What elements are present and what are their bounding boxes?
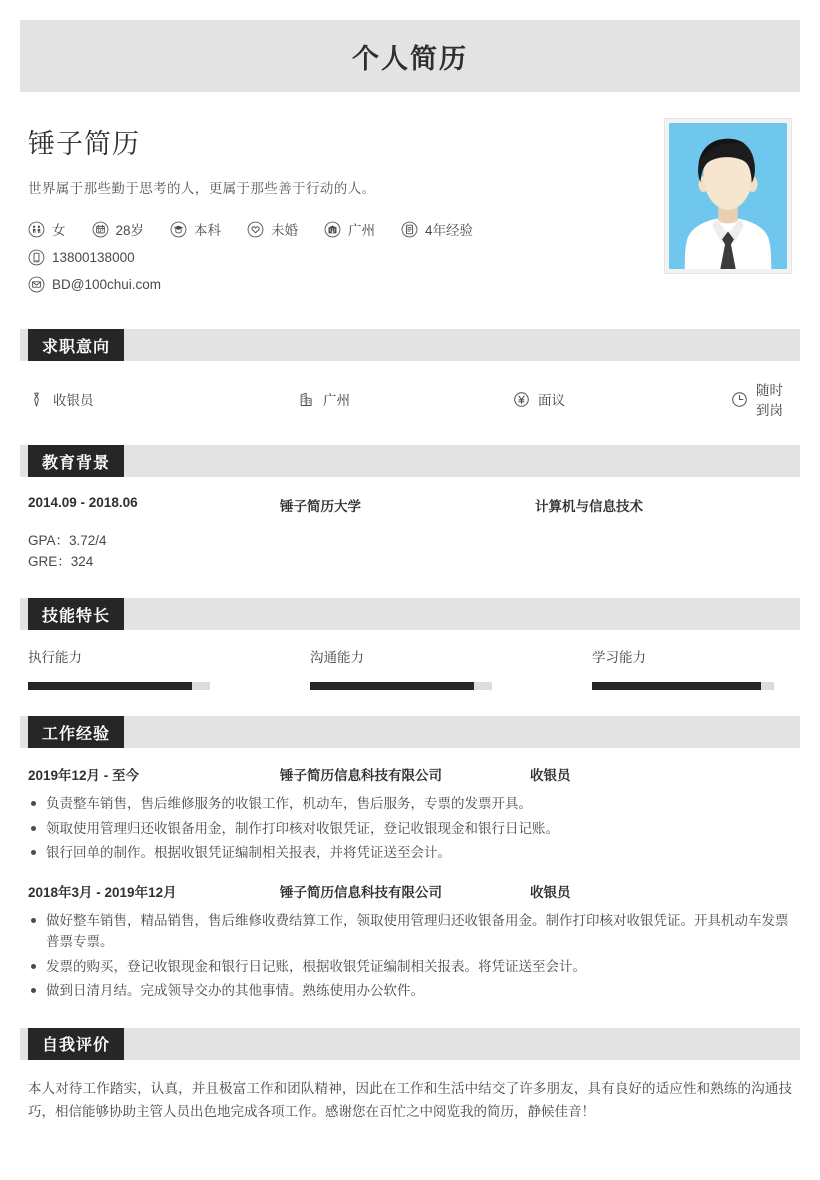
fact-education-value: 本科: [194, 223, 222, 238]
section-self-evaluation: [20, 1028, 800, 1123]
resume-page: [0, 20, 820, 1180]
contact-facts: [28, 219, 628, 303]
section-heading: 技能特长: [28, 598, 124, 630]
skill-label: 执行能力: [28, 650, 82, 665]
fact-phone-value: 13800138000: [52, 250, 135, 265]
experience-bullets: [28, 910, 792, 1002]
calendar-icon: [92, 221, 109, 238]
identity-block: [20, 92, 800, 303]
section-heading: 自我评价: [28, 1028, 124, 1060]
skills-row: [20, 630, 800, 690]
skill-label: 学习能力: [592, 650, 646, 665]
intent-position-value: 收银员: [53, 393, 94, 408]
skill-bar-fill: [310, 682, 474, 690]
education-entry-header: [28, 495, 792, 515]
list-item: 银行回单的制作。根据收银凭证编制相关报表，并将凭证送至会计。: [28, 842, 792, 864]
list-item: 做到日清月结。完成领导交办的其他事情。熟练使用办公软件。: [28, 980, 792, 1002]
education-icon: [170, 221, 187, 238]
experience-period: 2018年3月 - 2019年12月: [28, 884, 177, 900]
intent-city-value: 广州: [323, 393, 350, 408]
fact-city-value: 广州: [348, 223, 376, 238]
skill-item: [28, 646, 310, 690]
section-education: [20, 445, 800, 572]
intent-availability-value: 随时到岗: [756, 383, 783, 418]
yen-icon: [513, 391, 530, 408]
email-icon: [28, 276, 45, 293]
avatar-illustration: [669, 123, 787, 269]
section-heading: 求职意向: [28, 329, 124, 361]
identity-text: [28, 118, 628, 303]
experience-company: 锤子简历信息科技有限公司: [280, 884, 442, 900]
fact-gender: [28, 219, 66, 239]
experience-entry-header: [28, 764, 792, 784]
section-skills: [20, 598, 800, 690]
fact-gender-value: 女: [52, 223, 66, 238]
education-period: 2014.09 - 2018.06: [28, 495, 138, 510]
avatar: [664, 118, 792, 274]
skill-bar-track: [592, 682, 774, 690]
section-header-bar: [20, 598, 800, 630]
section-job-intention: [20, 329, 800, 419]
fact-age: [92, 219, 145, 239]
education-detail-gre: GRE：324: [28, 554, 94, 569]
fact-marital-value: 未婚: [271, 223, 299, 238]
experience-icon: [401, 221, 418, 238]
candidate-name: 锤子简历: [28, 129, 140, 159]
document-title-band: [20, 20, 800, 92]
section-header-bar: [20, 716, 800, 748]
skill-bar-track: [28, 682, 210, 690]
experience-role: 收银员: [530, 884, 571, 900]
job-intention-row: [20, 361, 800, 419]
experience-entry-header: [28, 881, 792, 901]
experience-role: 收银员: [530, 768, 571, 783]
fact-experience-value: 4年经验: [425, 223, 474, 238]
list-item: 领取使用管理归还收银备用金，制作打印核对收银凭证，登记收银现金和银行日记账。: [28, 818, 792, 840]
section-experience: [20, 716, 800, 1002]
candidate-tagline: 世界属于那些勤于思考的人，更属于那些善于行动的人。: [28, 181, 376, 196]
skill-bar-fill: [28, 682, 192, 690]
intent-city: [298, 379, 513, 419]
experience-entry: [28, 764, 792, 864]
section-heading: 教育背景: [28, 445, 124, 477]
fact-education: [170, 219, 221, 239]
intent-availability: [731, 379, 792, 419]
fact-email: [28, 276, 628, 293]
skill-item: [310, 646, 592, 690]
fact-age-value: 28岁: [115, 223, 145, 238]
phone-icon: [28, 249, 45, 266]
education-major: 计算机与信息技术: [535, 499, 643, 514]
tie-icon: [28, 391, 45, 408]
fact-phone: [28, 249, 135, 266]
fact-email-value: BD@100chui.com: [52, 277, 162, 292]
section-header-bar: [20, 1028, 800, 1060]
skill-label: 沟通能力: [310, 650, 364, 665]
section-header-bar: [20, 329, 800, 361]
education-entry: [20, 477, 800, 572]
skill-bar-track: [310, 682, 492, 690]
fact-marital: [247, 219, 298, 239]
skill-item: [592, 646, 792, 690]
marital-icon: [247, 221, 264, 238]
education-detail-gpa: GPA：3.72/4: [28, 533, 107, 548]
self-evaluation-text: 本人对待工作踏实，认真，并且极富工作和团队精神，因此在工作和生活中结交了许多朋友，具有良好的适应性和熟练的沟通技巧，相信能够协助主管人员出色地完成各项工作。感谢您在百忙之中阅览我的简历，静候佳音！: [28, 1080, 792, 1119]
section-header-bar: [20, 445, 800, 477]
intent-position: [28, 379, 298, 419]
list-item: 做好整车销售，精品销售，售后维修收费结算工作，领取使用管理归还收银备用金。制作打印核对收银凭证。开具机动车发票普票专票。: [28, 910, 792, 953]
experience-bullets: [28, 793, 792, 864]
page-title: 个人简历: [352, 43, 468, 74]
experience-entry: [28, 881, 792, 1002]
fact-city: [324, 219, 375, 239]
intent-salary: [513, 379, 731, 419]
clock-icon: [731, 391, 748, 408]
experience-list: [20, 748, 800, 1002]
list-item: 发票的购买，登记收银现金和银行日记账，根据收银凭证编制相关报表。将凭证送至会计。: [28, 956, 792, 978]
gender-icon: [28, 221, 45, 238]
section-heading: 工作经验: [28, 716, 124, 748]
city-icon: [324, 221, 341, 238]
building-icon: [298, 391, 315, 408]
fact-experience: [401, 219, 473, 239]
experience-company: 锤子简历信息科技有限公司: [280, 768, 442, 783]
skill-bar-fill: [592, 682, 761, 690]
intent-salary-value: 面议: [538, 393, 565, 408]
list-item: 负责整车销售，售后维修服务的收银工作，机动车，售后服务，专票的发票开具。: [28, 793, 792, 815]
education-school: 锤子简历大学: [280, 499, 361, 514]
experience-period: 2019年12月 - 至今: [28, 768, 140, 783]
education-details: [28, 530, 792, 572]
